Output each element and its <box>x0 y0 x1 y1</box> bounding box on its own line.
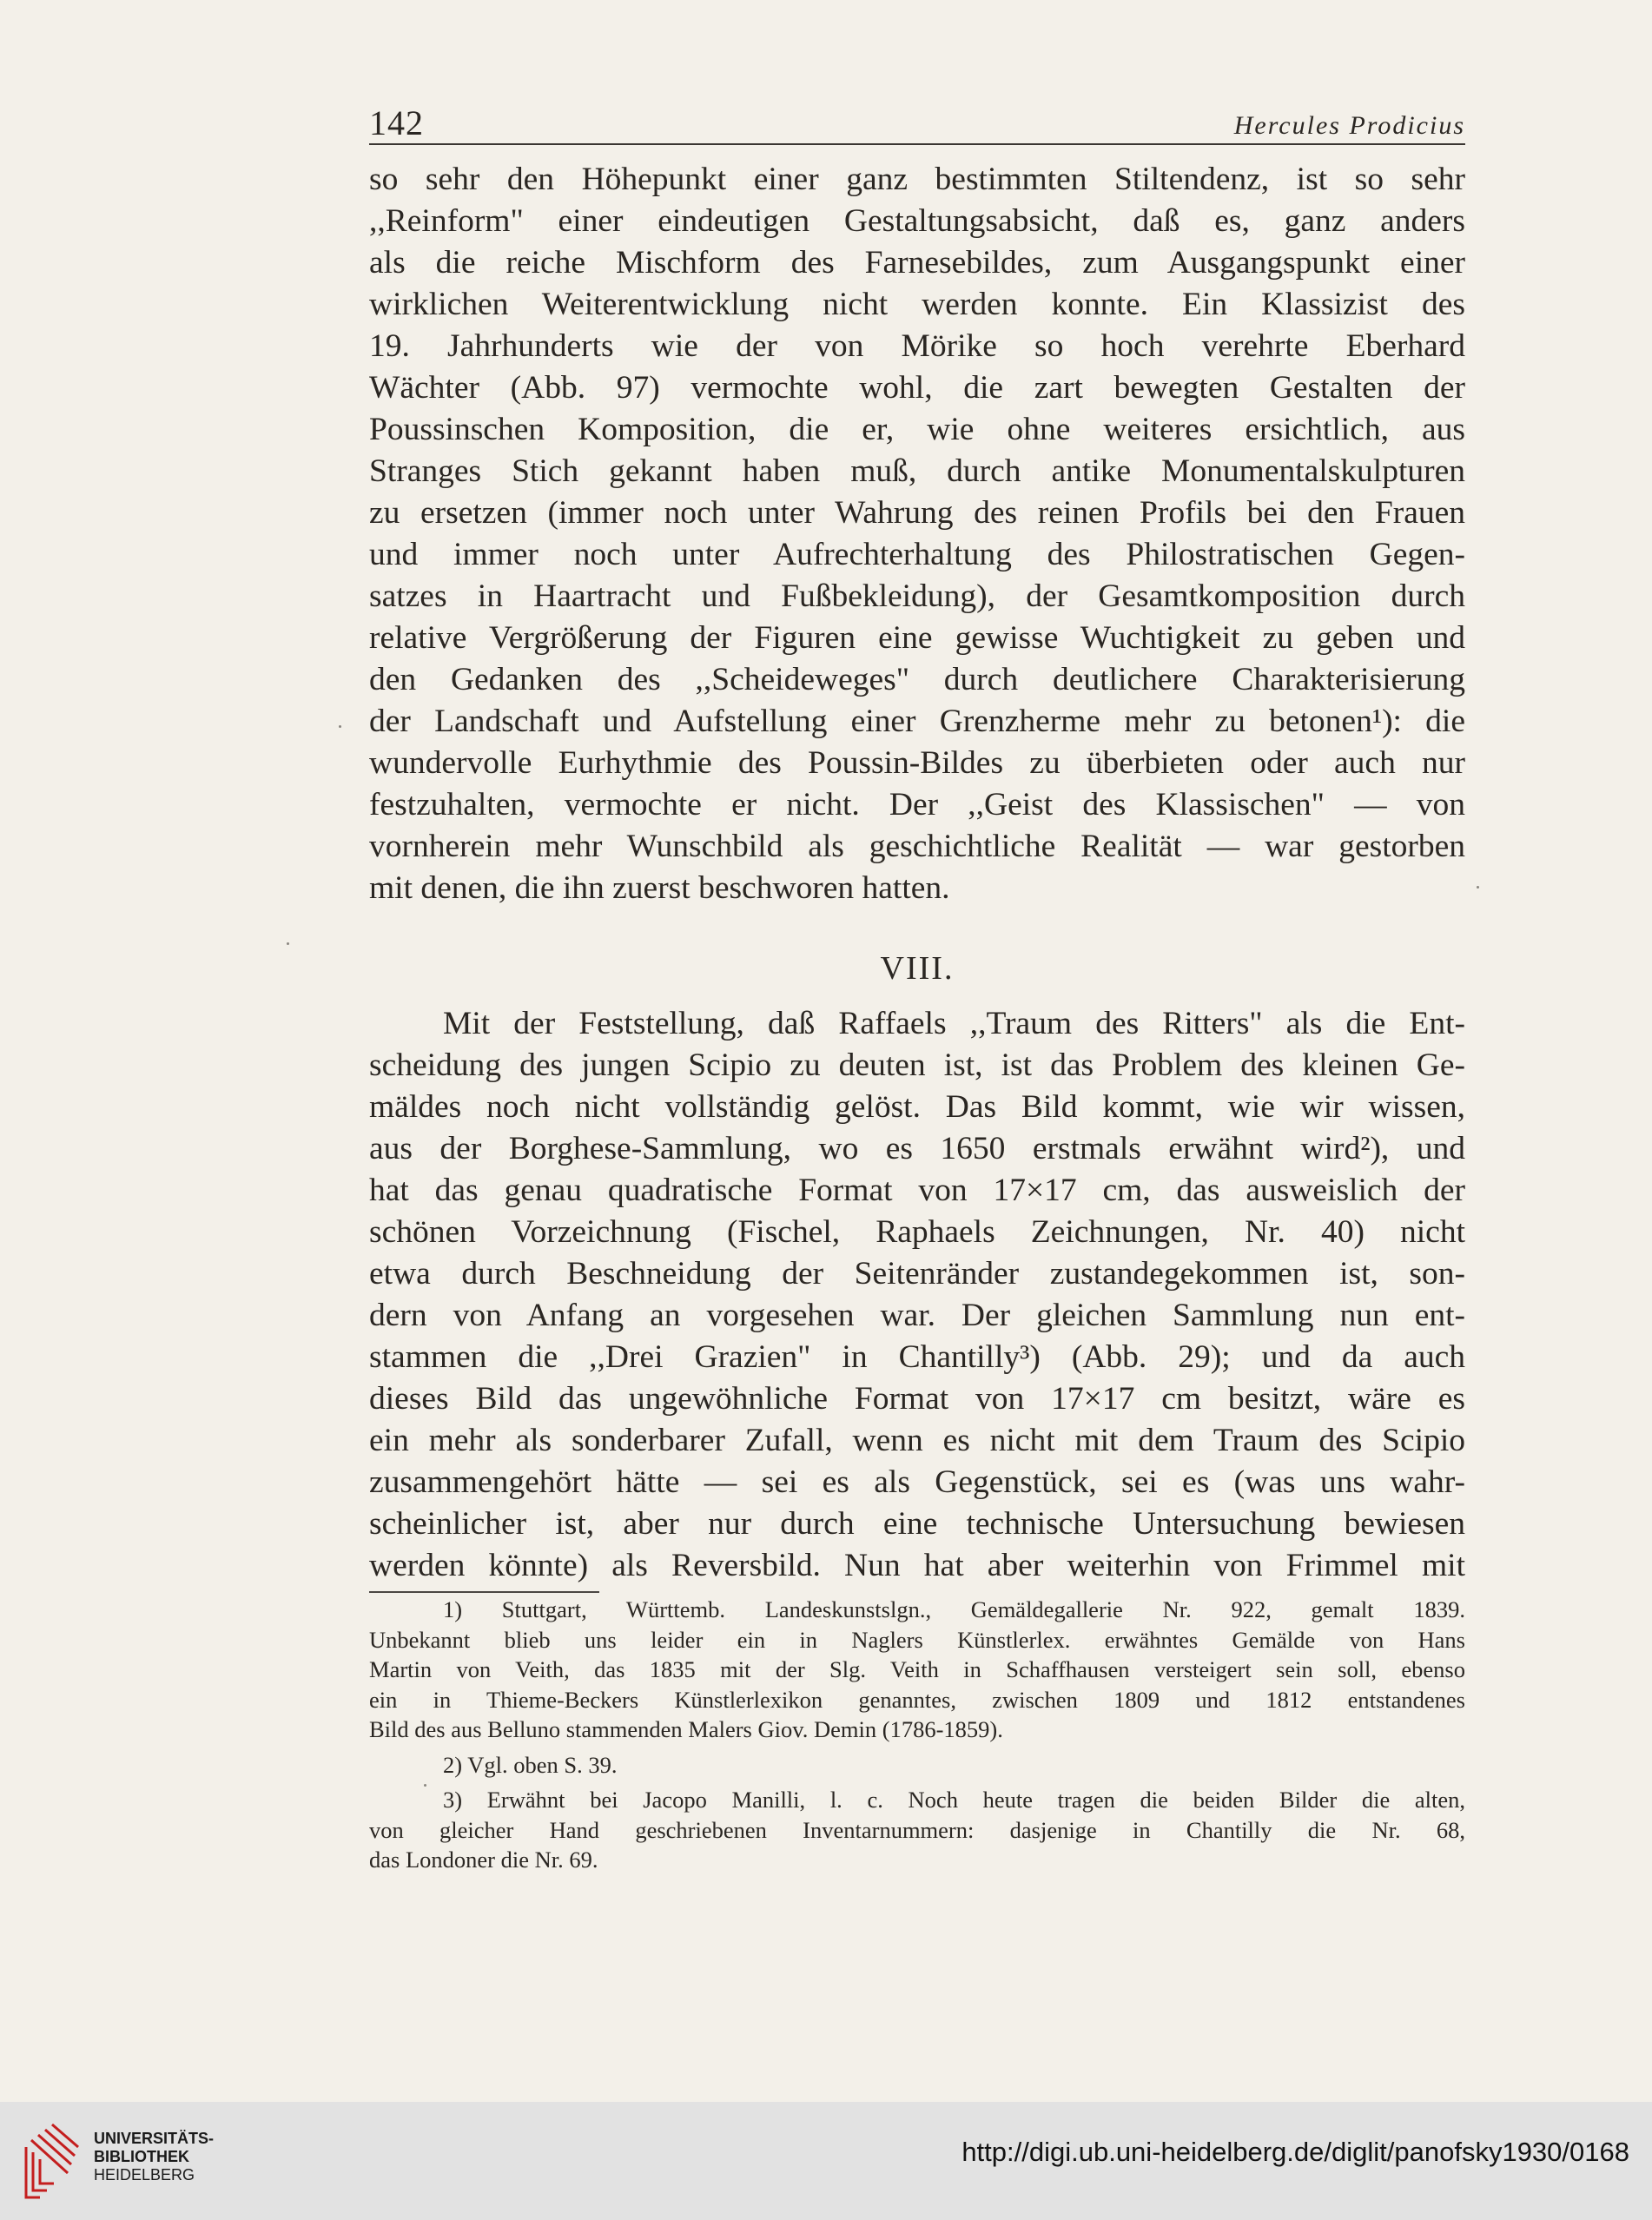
text-line: mäldes noch nicht vollständig gelöst. Das Bild kommt, wie wir wissen, <box>369 1089 1465 1125</box>
library-name-line: UNIVERSITÄTS- <box>94 2130 215 2147</box>
paragraph-2 <box>369 1003 1465 1587</box>
text-line: scheinlicher ist, aber nur durch eine technische Untersuchung bewiesen <box>369 1506 1465 1542</box>
text-line: als die reiche Mischform des Farnesebildes, zum Ausgangspunkt einer <box>369 245 1465 281</box>
text-line: etwa durch Beschneidung der Seitenränder zustandegekommen ist, son- <box>369 1256 1465 1292</box>
viewer-footer <box>0 2102 1652 2220</box>
permalink-url[interactable]: http://digi.ub.uni-heidelberg.de/diglit/panofsky1930/0168 <box>961 2137 1629 2167</box>
scan-speck <box>1477 886 1479 889</box>
footnote-line: 1) Stuttgart, Württemb. Landeskunstslgn., Gemäldegallerie Nr. 922, gemalt 1839. <box>443 1596 1465 1622</box>
footnote-line: Bild des aus Belluno stammenden Malers Giov. Demin (1786-1859). <box>369 1716 1003 1742</box>
page-number: 142 <box>369 103 424 142</box>
text-line: und immer noch unter Aufrechterhaltung des Philostratischen Gegen- <box>369 537 1465 572</box>
scan-speck <box>287 942 289 945</box>
text-line: den Gedanken des ,,Scheideweges" durch deutlichere Charakterisierung <box>369 662 1465 697</box>
main-text <box>369 159 1465 1587</box>
footnote-line: 3) Erwähnt bei Jacopo Manilli, l. c. Noch heute tragen die beiden Bilder die alten, <box>443 1787 1465 1813</box>
section-gap <box>369 909 1465 934</box>
text-line: zu ersetzen (immer noch unter Wahrung des reinen Profils bei den Frauen <box>369 495 1465 531</box>
text-line: dieses Bild das ungewöhnliche Format von 17×17 cm besitzt, wäre es <box>369 1381 1465 1417</box>
library-name-line: HEIDELBERG <box>94 2166 195 2184</box>
footnote-line: Unbekannt blieb uns leider ein in Naglers Künstlerlex. erwähntes Gemälde von Hans <box>369 1626 1465 1653</box>
text-line: hat das genau quadratische Format von 17×17 cm, das ausweislich der <box>369 1173 1465 1208</box>
text-line: Mit der Feststellung, daß Raffaels ,,Traum des Ritters" als die Ent- <box>443 1006 1465 1041</box>
text-line: ,,Reinform" einer eindeutigen Gestaltungsabsicht, daß es, ganz anders <box>369 203 1465 239</box>
text-line: mit denen, die ihn zuerst beschworen hatten. <box>369 870 950 906</box>
text-line: ein mehr als sonderbarer Zufall, wenn es nicht mit dem Traum des Scipio <box>369 1423 1465 1458</box>
footnotes <box>369 1595 1465 1875</box>
footnote-line: das Londoner die Nr. 69. <box>369 1847 598 1873</box>
footnote-3 <box>369 1785 1465 1875</box>
text-line: aus der Borghese-Sammlung, wo es 1650 erstmals erwähnt wird²), und <box>369 1131 1465 1166</box>
text-line: schönen Vorzeichnung (Fischel, Raphaels Zeichnungen, Nr. 40) nicht <box>369 1214 1465 1250</box>
scan-speck <box>339 725 341 728</box>
text-line: zusammengehört hätte — sei es als Gegenstück, sei es (was uns wahr- <box>369 1464 1465 1500</box>
scan-speck <box>424 1784 426 1787</box>
text-line: stammen die ,,Drei Grazien" in Chantilly³) (Abb. 29); und da auch <box>369 1339 1465 1375</box>
text-line: der Landschaft und Aufstellung einer Grenzherme mehr zu betonen¹): die <box>369 704 1465 739</box>
text-line: 19. Jahrhunderts wie der von Mörike so hoch verehrte Eberhard <box>369 328 1465 364</box>
footnote-line: 2) Vgl. oben S. 39. <box>443 1751 618 1778</box>
text-line: vornherein mehr Wunschbild als geschichtliche Realität — war gestorben <box>369 829 1465 864</box>
text-line: satzes in Haartracht und Fußbekleidung), der Gesamtkomposition durch <box>369 578 1465 614</box>
library-name <box>94 2130 214 2184</box>
text-line: Poussinschen Komposition, die er, wie ohne weiteres ersichtlich, aus <box>369 412 1465 447</box>
text-line: relative Vergrößerung der Figuren eine gewisse Wuchtigkeit zu geben und <box>369 620 1465 656</box>
footnote-line: ein in Thieme-Beckers Künstlerlexikon genanntes, zwischen 1809 und 1812 entstandenes <box>369 1686 1465 1713</box>
footnote-2 <box>369 1750 1465 1781</box>
text-line: festzuhalten, vermochte er nicht. Der ,,Geist des Klassischen" — von <box>369 787 1465 823</box>
text-line: Wächter (Abb. 97) vermochte wohl, die zart bewegten Gestalten der <box>369 370 1465 406</box>
text-line: wundervolle Eurhythmie des Poussin-Bildes zu überbieten oder auch nur <box>369 745 1465 781</box>
page-header <box>369 102 1465 146</box>
section-heading: VIII. <box>880 950 955 987</box>
text-line: scheidung des jungen Scipio zu deuten ist, ist das Problem des kleinen Ge- <box>369 1047 1465 1083</box>
footnote-rule <box>369 1591 599 1593</box>
text-line: dern von Anfang an vorgesehen war. Der gleichen Sammlung nun ent- <box>369 1298 1465 1333</box>
running-title: Hercules Prodicius <box>1233 111 1465 140</box>
text-line: wirklichen Weiterentwicklung nicht werden konnte. Ein Klassizist des <box>369 287 1465 322</box>
header-rule <box>369 143 1465 145</box>
footnote-1 <box>369 1595 1465 1745</box>
footnote-line: von gleicher Hand geschriebenen Inventarnummern: dasjenige in Chantilly die Nr. 68, <box>369 1816 1465 1843</box>
footnote-line: Martin von Veith, das 1835 mit der Slg. Veith in Schaffhausen versteigert sein soll, ebenso <box>369 1656 1465 1682</box>
library-logo-icon <box>23 2121 82 2201</box>
text-line: so sehr den Höhepunkt einer ganz bestimmten Stiltendenz, ist so sehr <box>369 162 1465 197</box>
text-line: werden könnte) als Reversbild. Nun hat aber weiterhin von Frimmel mit <box>369 1548 1465 1583</box>
text-line: Stranges Stich gekannt haben muß, durch antike Monumentalskulpturen <box>369 453 1465 489</box>
paragraph-1 <box>369 159 1465 909</box>
library-name-line: BIBLIOTHEK <box>94 2148 189 2165</box>
